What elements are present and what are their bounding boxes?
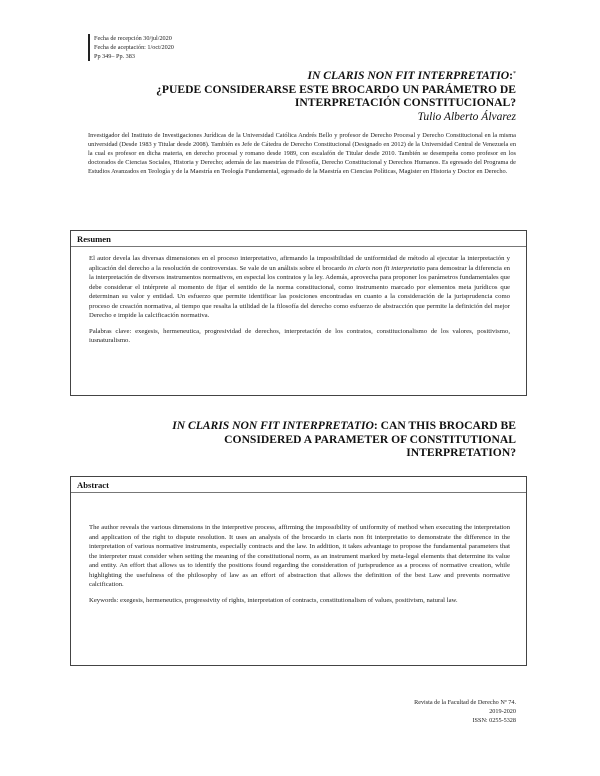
footnote-mark[interactable]: * xyxy=(513,71,516,77)
abstract-body xyxy=(71,493,526,605)
abstract-keywords: Keywords: exegesis, hermeneutics, progressivity of rights, interpretation of contracts, constitutionalism of values, positivism, natural law. xyxy=(89,596,458,604)
resumen-keywords: Palabras clave: exegesis, hermeneutica, progresividad de derechos, interpretación de los contratos, constitucionalismo de los valores, positivismo, iusnaturalismo. xyxy=(89,327,510,344)
reception-dates xyxy=(88,34,174,61)
title-english-brocard: IN CLARIS NON FIT INTERPRETATIO xyxy=(172,419,374,432)
author-bio: Investigador del Instituto de Investigaciones Jurídicas de la Universidad Católica Andrés Bello y profesor de Derecho Procesal y Derecho Constitucional en la misma universidad (Desde 1983 y Titular desde 2008). También es Jefe de Cátedra de Derecho Constitucional (Designado en 2012) de la Universidad Central de Venezuela en la cual es profesor en dicha materia, en derecho procesal y romano desde 1989, con escalafón de Titular desde 2010. También se desempeña como profesor en los doctorados de Ciencias Sociales, Historia y Derecho; además de las maestrías de Filosofía, Derecho Constitucional y Derechos Humanos. Es egresado del Programa de Estudios Avanzados en Teología y de la Maestría en Teología Fundamental, egresado de la Maestría en Ciencias Políticas, Magister en Historia y Doctor en Derecho. xyxy=(88,132,516,175)
journal-years: 2019-2020 xyxy=(489,707,516,715)
resumen-text-part2: para demostrar la diferencia en la interpretación de diversos instrumentos normativos, en especial los contratos y la ley. Además, aprovecha para proponer los parámetros fundamentales que debe considerar el intérprete al momento de fijar el sentido de la norma constitucional, como instrumento marcado por elementos meta jurídicos que determinan su valor y entidad. Un esfuerzo que permite identificar las posiciones encontradas en cuanto a la consideración de la jurisprudencia como proceso de creación normativa, al tiempo que resalta la utilidad de la filosofía del derecho como esfuerzo de abstracción que permite la definición del mejor Derecho e impide la calcificación normativa. xyxy=(89,264,511,319)
journal-issn: ISSN: 0255-5328 xyxy=(472,716,516,724)
title-spanish-brocard: IN CLARIS NON FIT INTERPRETATIO xyxy=(307,69,510,82)
abstract-text: The author reveals the various dimensions in the interpretive process, affirming the impossibility of uniformity of method when executing the interpretation and application of the right to dispute resolution. It uses an analysis of the brocardo in claris non fit interpretatio to demonstrate the difference in the interpretation of various normative instruments, especially contracts and the law. In addition, it takes advantage to propose the fundamental parameters that the interpreter must consider when setting the meaning of the constitutional norm, as an instrument marked by meta-legal elements that determine its value and entity. An effort that allows us to identify the positions found regarding the consideration of jurisprudence as a process of normative creation, while highlighting the usefulness of the philosophy of law as an effort of abstraction that allows the definition of the best Law and prevents normative calcification. xyxy=(89,524,510,588)
page-range: Pp 349– Pp. 383 xyxy=(94,53,135,60)
title-spanish-question: ¿PUEDE CONSIDERARSE ESTE BROCARDO UN PARÁMETRO DE INTERPRETACIÓN CONSTITUCIONAL? xyxy=(156,82,516,109)
journal-footer xyxy=(414,699,516,725)
author-name: Tulio Alberto Álvarez xyxy=(417,111,516,123)
abstract-box xyxy=(70,476,527,666)
resumen-box xyxy=(70,230,527,396)
journal-name: Revista de la Facultad de Derecho Nº 74. xyxy=(414,699,516,706)
title-english-question: : CAN THIS BROCARD BE CONSIDERED A PARAMETER OF CONSTITUTIONAL INTERPRETATION? xyxy=(224,419,516,459)
resumen-text-part1: El autor devela las diversas dimensiones en el proceso interpretativo, afirmando la imposibilidad de uniformidad de método al ejecutar la interpretación y aplicación del derecho a la resolución de controversias. Se vale de un análisis sobre el brocardo xyxy=(89,255,510,272)
accepted-date: Fecha de aceptación: 1/oct/2020 xyxy=(94,44,174,51)
title-spanish xyxy=(80,68,516,110)
resumen-text xyxy=(89,254,510,321)
received-date: Fecha de recepción 30/jul/2020 xyxy=(94,35,172,42)
title-spanish-colon: : xyxy=(509,69,513,82)
resumen-text-brocard: in claris non fit interpretatio xyxy=(348,264,425,272)
title-english xyxy=(130,419,516,460)
abstract-heading: Abstract xyxy=(71,477,526,493)
resumen-heading: Resumen xyxy=(71,231,526,247)
resumen-body xyxy=(71,247,526,346)
